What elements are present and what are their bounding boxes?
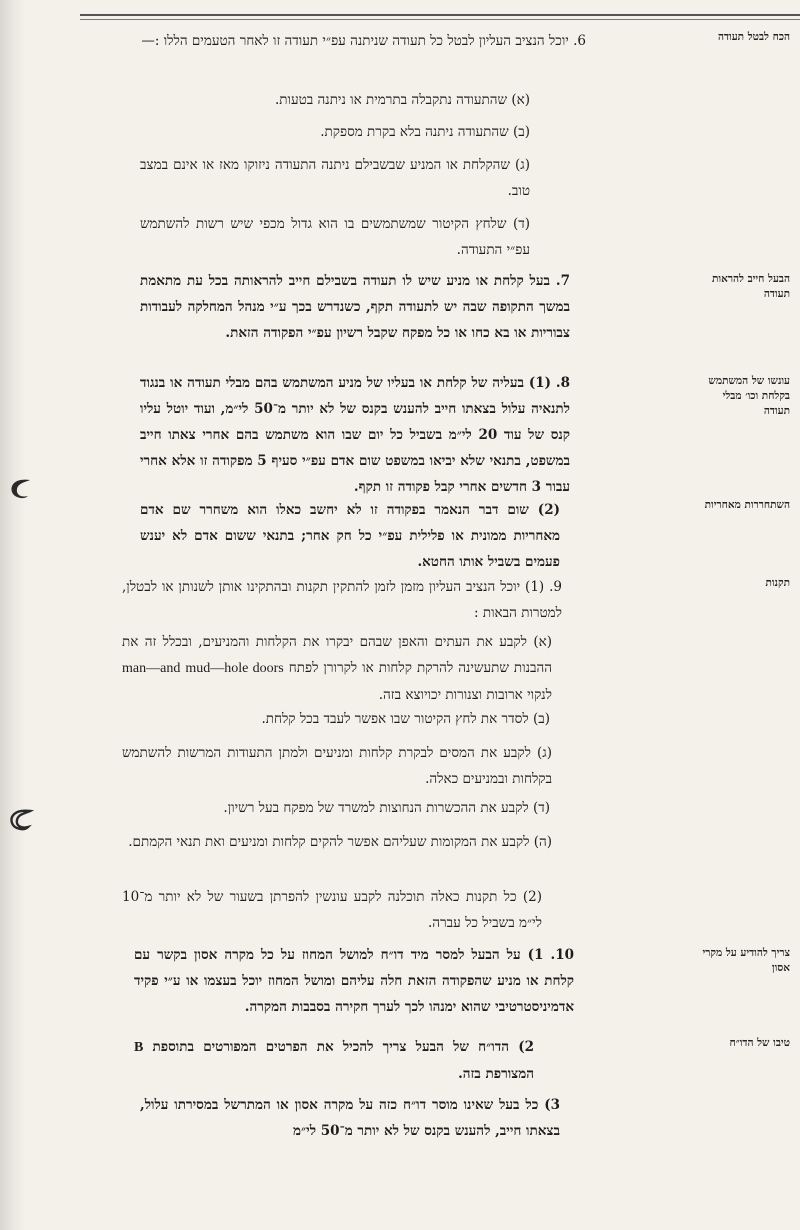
section-9-a-text-end: לנקוי ארובות וצנורות יכויוצא בזה. bbox=[378, 687, 552, 703]
section-9-2: (2) כל תקנות כאלה תוכלנה לקבע עונשין להפרתן בשעור של לא יותר מ־10 לי״מ בשביל כל עברה. bbox=[122, 889, 542, 931]
section-7: 7. בעל קלחת או מניע שיש לו תעודה בשבילם חייב להראותה בכל עת מתאמת במשך התקופה שבה יש לתעודה תקף, כשנדרש בכך ע״י מנהל המחלקה לעבודות צבוריות או בא כחו או כל מפקח שקבל רשיון עפ״י הפקודה הזאת. bbox=[140, 273, 570, 341]
section-10-2-text-end: המצורפת בזה. bbox=[458, 1066, 534, 1082]
section-10-3: 3) כל בעל שאינו מוסר דו״ח כזה על מקרה אסון או המתרשל במסירתו עלול, בצאתו חייב, להענש בקנס של לא יותר מ־50 לי״מ bbox=[140, 1097, 560, 1139]
scan-left-edge bbox=[0, 0, 26, 1230]
schedule-letter: B bbox=[134, 1040, 144, 1055]
section-6-b: (ב) שהתעודה ניתנה בלא בקרת מספקת. bbox=[320, 124, 530, 140]
section-8-2: (2) שום דבר הנאמר בפקודה זו לא יחשב כאלו הוא משחרר שם אדם מאחריות ממונית או פלילית עפ״י כל חק אחר; בתנאי ששום אדם לא יענש פעמים בשביל אותו החטא. bbox=[140, 502, 560, 570]
section-10-2 bbox=[134, 1034, 534, 1087]
section-9-a bbox=[122, 629, 552, 708]
section-10-2-text: 2) הדו״ח של הבעל צריך להכיל את הפרטים המפורטים בתוספת bbox=[152, 1039, 534, 1055]
margin-note-penalty: עונשו של המשתמש בקלחת וכו׳ מבלי תעודה bbox=[708, 375, 790, 417]
section-6-c: (ג) שהקלחת או המניע שבשבילם ניתנה התעודה ניזוקו מאז או אינם במצב טוב. bbox=[140, 157, 530, 199]
section-9-a-text: (א) לקבע את העתים והאפן שבהם יבקרו את הקלחות והמניעים, ובכלל זה את ההבנות שתעשינה להרקת קלחות או לקרורן לפתח bbox=[122, 634, 553, 676]
section-9-intro: 9. (1) יוכל הנציב העליון מזמן לזמן להתקין תקנות ובהתקינו אותן לשנותן או לבטלן, למטרות הבאות : bbox=[122, 579, 562, 621]
binding-hole-icon bbox=[4, 474, 34, 504]
section-8-1: 8. (1) בעליה של קלחת או בעליו של מניע המשתמש בהם מבלי תעודה או בנגוד לתנאיה עלול בצאתו חייב להענש בקנס של לא יותר מ־50 לי״מ, ועוד יוטל עליו קנס של עוד 20 לי״מ בשביל כל יום שבו הוא משתמש בהם אחרי צאתו חייב במשפט, בתנאי שלא יביאו במשפט שום אדם עפ״י סעיף 5 מפקודה זו אלא אחרי עבור 3 חדשים אחרי קבל פקודה זו תקף. bbox=[140, 375, 571, 495]
margin-note-release: השתחררות מאחריות bbox=[704, 499, 790, 511]
section-6-d: (ד) שלחץ הקיטור שמשתמשים בו הוא גדול מכפי שיש רשות להשתמש עפ״י התעודה. bbox=[140, 216, 530, 258]
margin-note-show-certificate: הבעל חייב להראות תעודה bbox=[712, 273, 790, 300]
section-6-intro: 6. יוכל הנציב העליון לבטל כל תעודה שניתנה עפ״י תעודה זו לאחר הטעמים הללו :— bbox=[141, 33, 586, 49]
binding-hole-icon bbox=[4, 805, 34, 835]
margin-note-regulations: תקנות bbox=[765, 577, 790, 589]
top-rule-thin bbox=[80, 19, 800, 20]
margin-note-report-nature: טיבו של הדו״ח bbox=[729, 1037, 790, 1049]
section-9-a-english-2: mud—hole doors bbox=[185, 661, 284, 676]
section-9-e: (ה) לקבע את המקומות שעליהם אפשר להקים קלחות ומניעים ואת תנאי הקמתם. bbox=[128, 834, 552, 850]
section-6-a: (א) שהתעודה נתקבלה בתרמית או ניתנה בטעות. bbox=[274, 92, 530, 108]
section-10-1: 10. 1) על הבעל למסר מיד דו״ח למושל המחוז על כל מקרה אסון בקשר עם קלחת או מניע שהפקודה הזאת חלה עליהם ומושל המחוז יוכל בעצמו או ע״י פקיד אדמיניסטרטיבי שהוא ימנהו לכך לערך חקירה בסבבות המקרה. bbox=[134, 947, 574, 1015]
section-9-a-english-1: man—and bbox=[122, 661, 181, 676]
margin-note-revoke: הכח לבטל תעודה bbox=[717, 31, 790, 43]
section-9-b: (ב) לסדר את לחץ הקיטור שבו אפשר לעבד בכל קלחת. bbox=[261, 711, 550, 727]
margin-note-report-accidents: צריך להודיע על מקרי אסון bbox=[702, 947, 790, 974]
section-9-c: (ג) לקבע את המסים לבקרת קלחות ומניעים ולמתן התעודות המרשות להשתמש בקלחות ובמניעים כאלה. bbox=[122, 745, 552, 787]
section-9-d: (ד) לקבע את ההכשרות הנחוצות למשרד של מפקח בעל רשיון. bbox=[223, 800, 550, 816]
top-rule bbox=[80, 14, 800, 16]
